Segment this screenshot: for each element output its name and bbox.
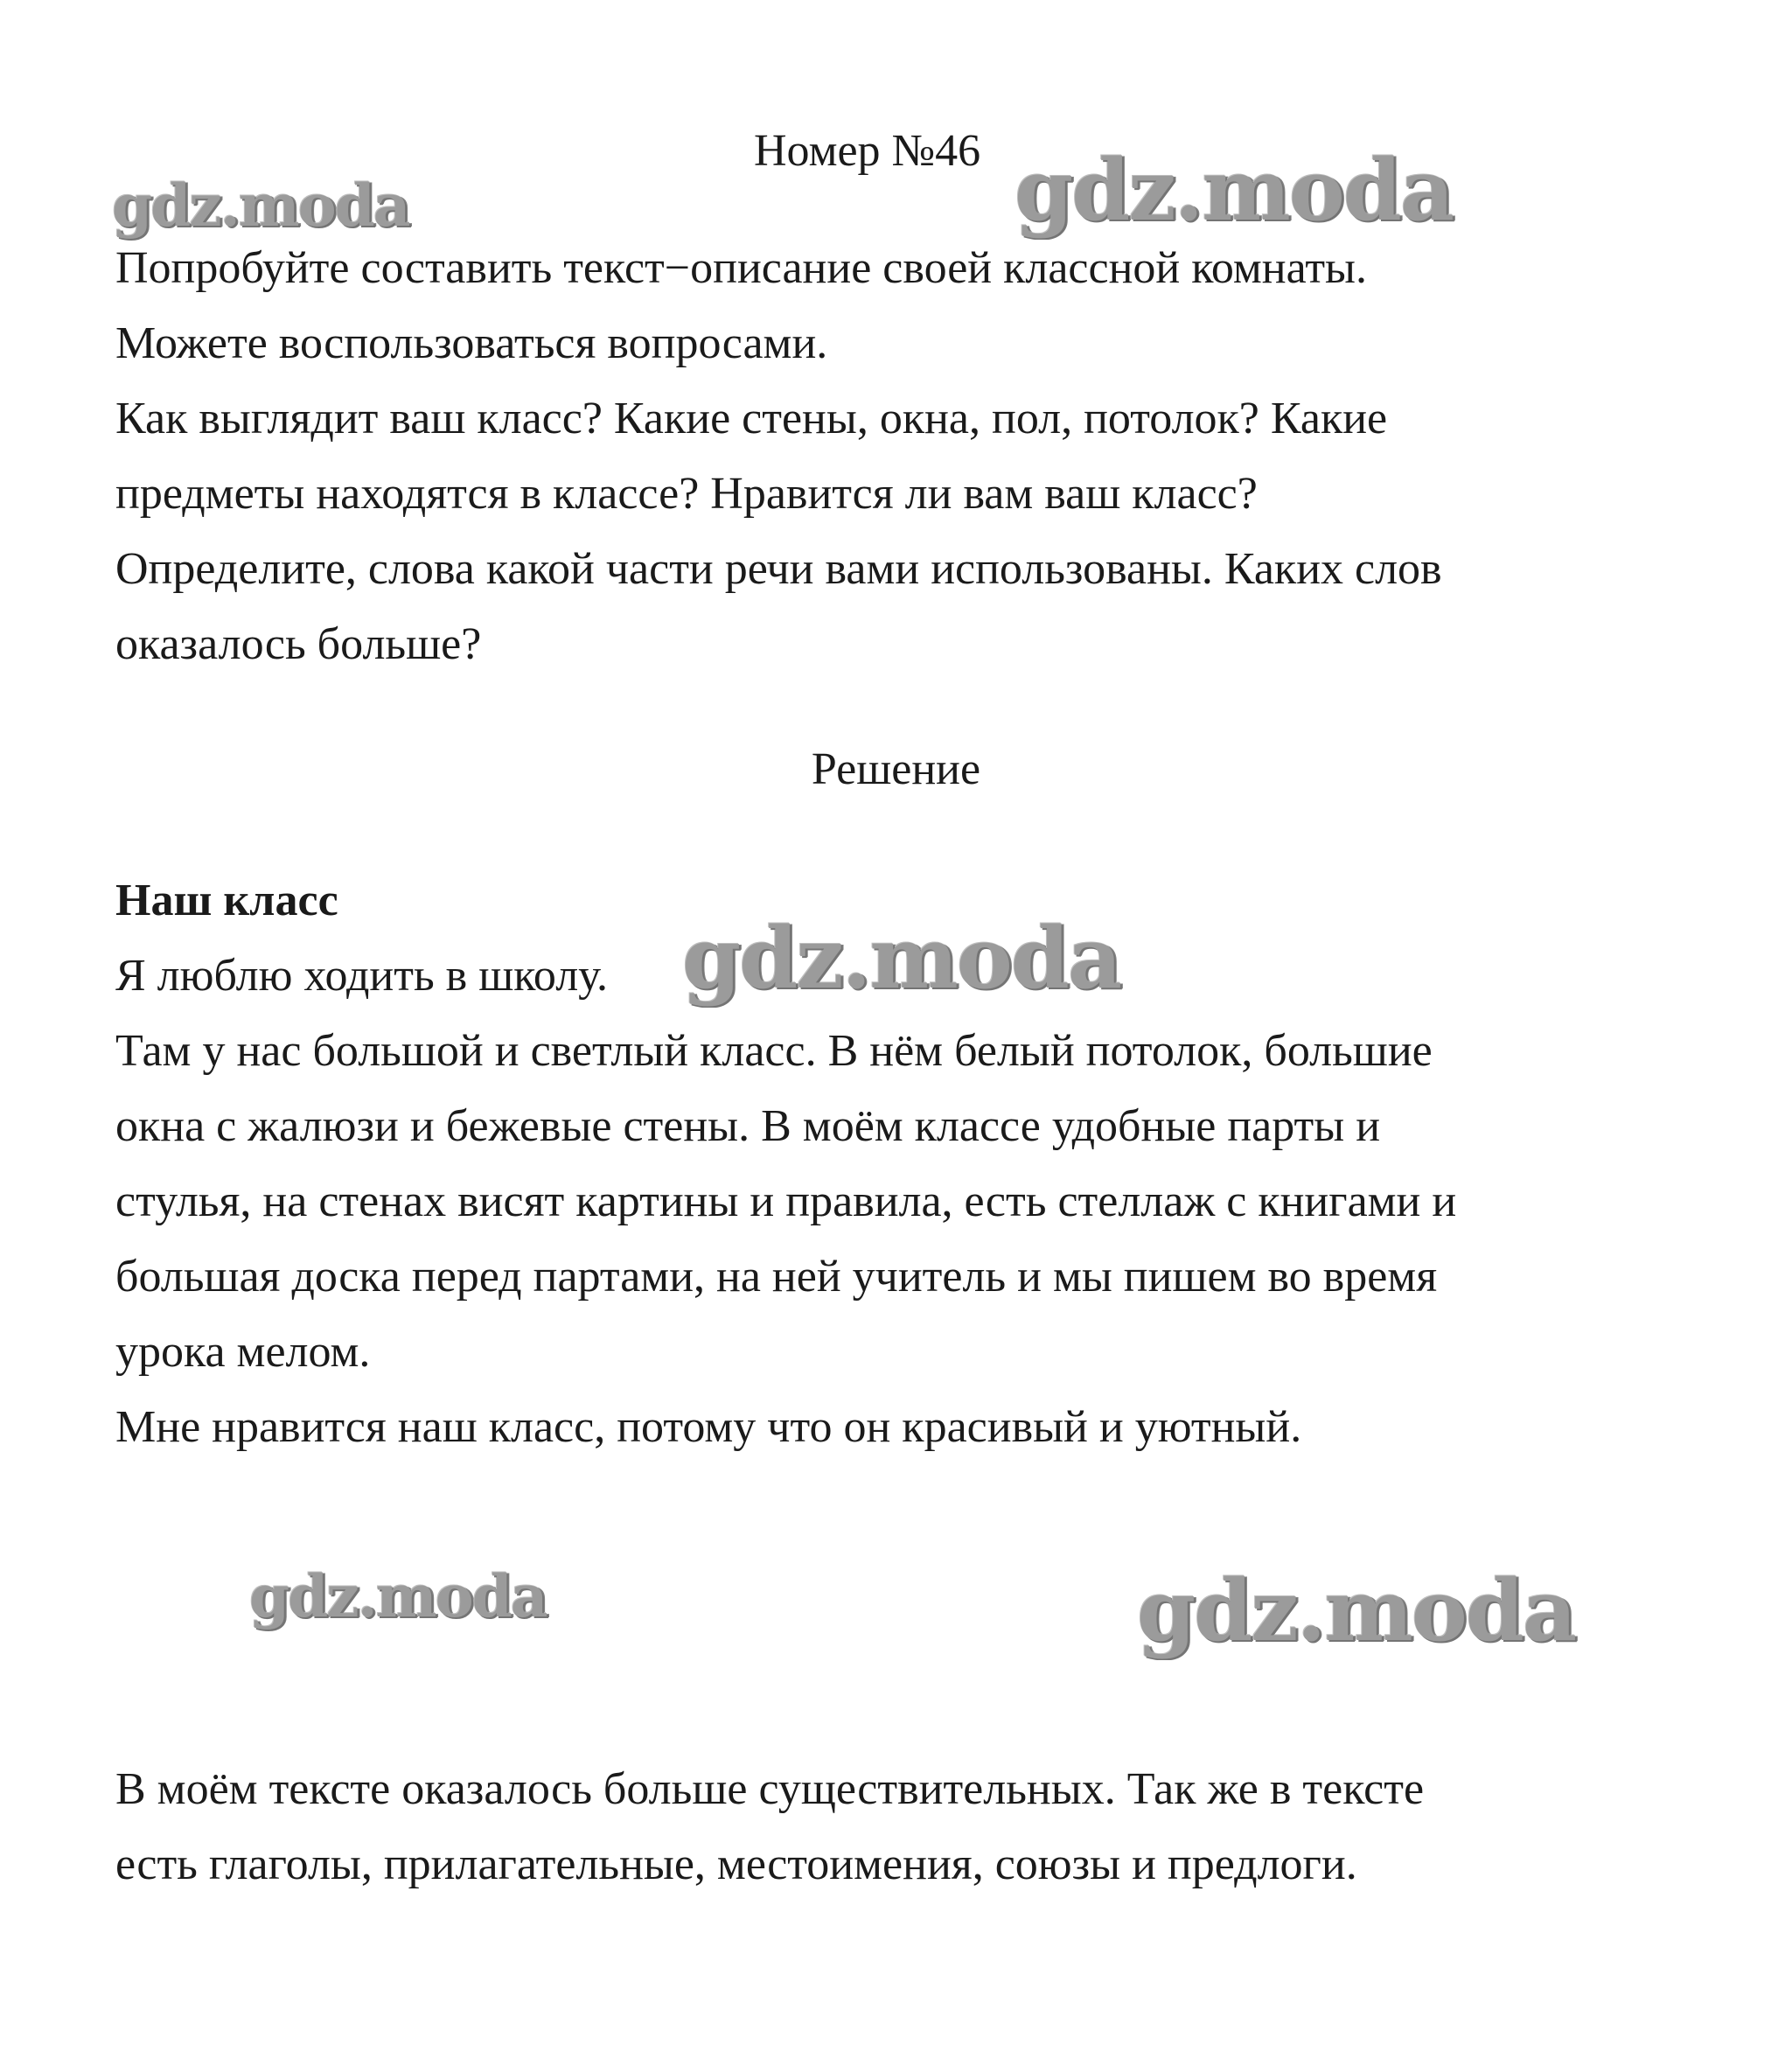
conclusion-line: В моём тексте оказалось больше существительных. Так же в тексте (115, 1764, 1425, 1814)
watermark-logo: gdz.moda (112, 171, 409, 240)
watermark-logo: gdz.moda (249, 1562, 547, 1630)
essay-line: стулья, на стенах висят картины и правила, есть стеллаж с книгами и (115, 1176, 1457, 1226)
watermark-logo: gdz.moda (1015, 141, 1454, 240)
task-line: Можете воспользоваться вопросами. (115, 318, 828, 368)
essay-line: Мне нравится наш класс, потому что он красивый и уютный. (115, 1402, 1302, 1452)
essay-line: урока мелом. (115, 1327, 371, 1377)
essay-line: большая доска перед партами, на ней учитель и мы пишем во время (115, 1252, 1438, 1302)
watermark-logo: gdz.moda (682, 909, 1121, 1008)
task-line: Попробуйте составить текст−описание своей классной комнаты. (115, 243, 1367, 293)
page-title: Номер №46 (754, 126, 981, 176)
essay-title: Наш класс (115, 876, 338, 925)
essay-line: Там у нас большой и светлый класс. В нём белый потолок, большие (115, 1026, 1433, 1076)
watermark-logo: gdz.moda (1137, 1561, 1576, 1660)
task-line: Определите, слова какой части речи вами использованы. Каких слов (115, 544, 1442, 594)
task-line: оказалось больше? (115, 619, 482, 669)
essay-line: окна с жалюзи и бежевые стены. В моём классе удобные парты и (115, 1101, 1381, 1151)
task-line: предметы находятся в классе? Нравится ли вам ваш класс? (115, 469, 1258, 519)
solution-heading: Решение (811, 744, 981, 794)
task-line: Как выглядит ваш класс? Какие стены, окна, пол, потолок? Какие (115, 394, 1388, 443)
essay-line: Я люблю ходить в школу. (115, 951, 608, 1001)
conclusion-line: есть глаголы, прилагательные, местоимения, союзы и предлоги. (115, 1839, 1357, 1889)
